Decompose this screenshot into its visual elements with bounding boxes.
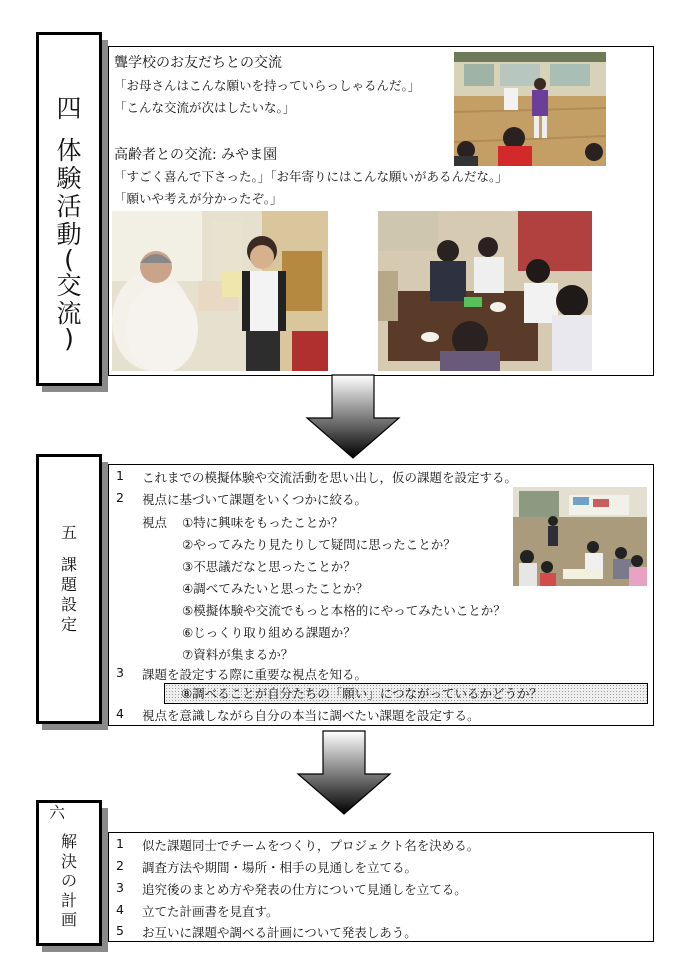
item-number: 2 [116,490,124,505]
deaf-school-quote: 「こんな交流が次はしたいな。」 [114,100,296,115]
item-number: 4 [116,902,124,917]
label-char: 交 [56,270,82,300]
viewpoint-item: ④調べてみたいと思ったことか？ [182,581,369,596]
item-number: 1 [116,468,124,483]
label-char: ( [64,245,74,274]
deaf-school-title: 聾学校のお友だちとの交流 [114,55,282,71]
plan-step-text: 似た課題同士でチームをつくり，プロジェクト名を決める。 [142,838,480,853]
label-char: 五 [60,523,77,542]
down-arrow-icon [305,374,401,460]
label-char: 題 [60,575,77,594]
item-number: 2 [116,858,124,873]
label-char: ) [64,323,74,353]
section5-label [36,454,102,724]
section4-label [36,32,102,386]
step-text: これまでの模擬体験や交流活動を思い出し，仮の課題を設定する。 [142,470,518,485]
label-char: 定 [60,615,77,634]
label-char: 四 [56,94,82,123]
elder-boy-photo [112,211,328,371]
label-char [39,543,99,555]
label-char: 決 [60,851,77,871]
label-char: 体 [56,136,82,165]
label-char [39,822,99,832]
elder-exchange-quote: 「すごく喜んで下さった。」「お年寄りにはこんな願いがあるんだな。」 [114,169,508,184]
item-number: 1 [116,836,124,851]
viewpoint-item: ①特に興味をもったことか？ [182,515,344,530]
item-number: 3 [116,665,124,680]
label-char: 画 [60,910,77,930]
plan-step-text: 調査方法や期間・場所・相手の見通しを立てる。 [142,860,418,875]
label-char: 験 [56,164,82,193]
label-char: の [60,871,77,891]
classroom-photo [513,487,647,586]
deaf-school-quote: 「お母さんはこんな願いを持っていらっしゃるんだ。」 [114,78,421,93]
elder-exchange-title: 高齢者との交流: みやま園 [114,147,278,163]
viewpoint-item: ②やってみたり見たりして疑問に思ったことか？ [182,537,456,552]
label-char: 流 [56,298,82,328]
gym-exchange-photo [454,52,606,166]
down-arrow-icon [296,730,392,816]
viewpoint-item: ⑤模擬体験や交流でもっと本格的にやってみたいことか？ [182,603,506,618]
section6-label [36,800,102,946]
step-text: 課題を設定する際に重要な視点を知る。 [142,667,368,682]
viewpoint-item: ⑦資料が集まるか？ [182,647,294,662]
viewpoint-label: 視点 [142,515,168,530]
item-number: 4 [116,706,124,721]
label-char: 活 [56,192,82,221]
label-char: 設 [60,595,77,614]
step-text: 視点に基づいて課題をいくつかに絞る。 [142,492,368,507]
label-char: 解 [60,832,77,852]
plan-step-text: お互いに課題や調べる計画について発表しあう。 [142,925,417,940]
viewpoint-item: ③不思議だなと思ったことか？ [182,559,356,574]
label-char: 計 [60,890,77,910]
item-number: 5 [116,923,124,938]
elder-exchange-quote: 「願いや考えが分かったぞ。」 [114,191,283,206]
label-char: 六 [49,803,66,822]
viewpoint-item: ⑥じっくり取り組める課題か？ [182,625,356,640]
key-viewpoint-box: ⑧調べることが自分たちの「願い」につながっているかどうか？ [164,683,648,704]
step-text: 視点を意識しながら自分の本当に調べたい課題を設定する。 [142,708,480,723]
plan-step-text: 追究後のまとめ方や発表の仕方について見通しを立てる。 [142,882,467,897]
plan-step-text: 立てた計画書を見直す。 [142,904,279,919]
label-char: 課 [60,555,77,574]
table-activity-photo [378,211,592,371]
label-char: 動 [56,220,82,249]
item-number: 3 [116,880,124,895]
